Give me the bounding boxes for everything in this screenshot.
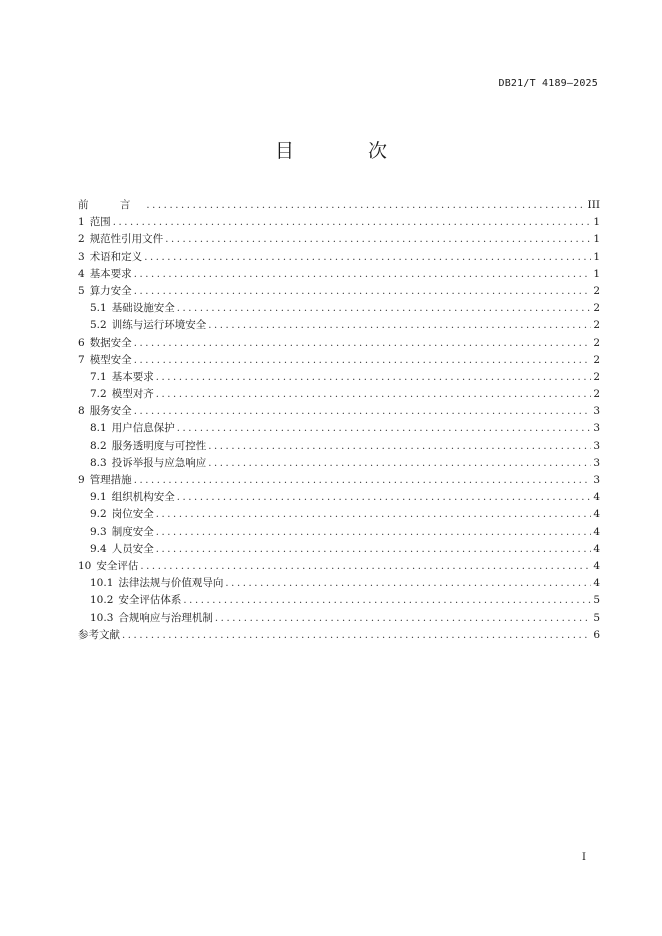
- toc-entry-text: 组织机构安全: [111, 491, 175, 504]
- toc-entry-number: 9.2: [90, 508, 107, 521]
- toc-entry-label: [78, 627, 120, 644]
- toc-entry[interactable]: [78, 335, 600, 352]
- toc-entry-number: 9: [78, 474, 85, 486]
- toc-entry-text: 合规响应与治理机制: [118, 611, 213, 624]
- toc-entry-number: 9.1: [90, 491, 107, 504]
- toc-entry-page: 4: [593, 525, 600, 538]
- toc-entry-text: 制度安全: [111, 525, 154, 538]
- toc-dot-leader: [146, 197, 585, 214]
- toc-entry-page: 3: [593, 456, 600, 469]
- toc-entry-text: 基本要求: [111, 370, 154, 383]
- toc-entry[interactable]: [78, 438, 600, 455]
- toc-entry[interactable]: [78, 197, 600, 214]
- toc-entry-page: 3: [593, 474, 600, 486]
- toc-entry-page: 1: [593, 267, 600, 280]
- toc-dot-leader: [156, 541, 592, 558]
- toc-entry-number: 1: [78, 216, 85, 229]
- toc-entry-text: 基础设施安全: [111, 302, 175, 315]
- toc-entry[interactable]: [78, 610, 600, 627]
- toc-entry-page: 4: [593, 577, 600, 590]
- toc-entry-label: [90, 489, 175, 506]
- toc-entry-number: 9.3: [90, 525, 107, 538]
- toc-entry-text: 服务安全: [89, 405, 132, 418]
- toc-dot-leader: [156, 506, 592, 523]
- toc-entry-page: 2: [593, 353, 600, 366]
- toc-entry-label: [78, 558, 138, 575]
- toc-entry-label: [90, 506, 154, 523]
- page-title: 目 次: [274, 140, 422, 162]
- toc-entry-label: [78, 266, 132, 283]
- toc-entry-page: 3: [593, 405, 600, 418]
- toc-entry[interactable]: [78, 524, 600, 541]
- toc-entry[interactable]: [78, 214, 600, 231]
- toc-entry-text: 数据安全: [89, 336, 132, 349]
- toc-entry[interactable]: [78, 317, 600, 334]
- toc-entry[interactable]: [78, 352, 600, 369]
- toc-entry-page: 2: [593, 302, 600, 315]
- toc-entry-label: [90, 438, 206, 455]
- toc-dot-leader: [208, 438, 591, 455]
- toc-dot-leader: [144, 249, 591, 266]
- toc-entry-label: [90, 455, 206, 472]
- toc-entry-label: [90, 541, 154, 558]
- toc-entry-number: 10.3: [90, 611, 114, 624]
- toc-entry-page: 2: [593, 319, 600, 332]
- toc-entry[interactable]: [78, 489, 600, 506]
- toc-dot-leader: [177, 300, 592, 317]
- toc-entry-number: 2: [78, 233, 85, 246]
- toc-entry-number: 9.4: [90, 542, 107, 555]
- toc-dot-leader: [183, 592, 591, 609]
- toc-entry-number: 10: [78, 559, 92, 572]
- toc-entry[interactable]: [78, 506, 600, 523]
- toc-entry-number: 7.1: [90, 370, 107, 383]
- toc-entry-text: 管理措施: [89, 474, 132, 486]
- toc-entry-page: 1: [593, 216, 600, 229]
- toc-entry-label: [78, 214, 111, 231]
- toc-entry-label: [78, 197, 144, 214]
- toc-dot-leader: [134, 352, 592, 369]
- toc-dot-leader: [225, 575, 591, 592]
- toc-entry-label: [78, 472, 132, 489]
- toc-entry[interactable]: [78, 249, 600, 266]
- toc-dot-leader: [134, 335, 592, 352]
- toc-entry-number: 8.3: [90, 456, 107, 469]
- toc-entry-text: 基本要求: [89, 267, 132, 280]
- toc-entry-label: [90, 300, 175, 317]
- toc-entry-page: 3: [593, 439, 600, 452]
- toc-dot-leader: [156, 369, 592, 386]
- toc-dot-leader: [122, 627, 591, 644]
- toc-entry-label: [90, 575, 223, 592]
- toc-dot-leader: [113, 214, 592, 231]
- toc-entry-text: 岗位安全: [111, 508, 154, 521]
- toc-entry[interactable]: [78, 266, 600, 283]
- toc-entry-label: [90, 317, 206, 334]
- toc-entry-label: [78, 283, 132, 300]
- toc-entry-number: 5.2: [90, 319, 107, 332]
- toc-entry-page: 2: [593, 370, 600, 383]
- toc-dot-leader: [140, 558, 591, 575]
- toc-entry-number: 5.1: [90, 302, 107, 315]
- toc-dot-leader: [208, 317, 591, 334]
- toc-entry-page: 1: [593, 250, 600, 263]
- toc-entry-page: 4: [593, 559, 600, 572]
- toc-entry-label: [78, 403, 132, 420]
- toc-entry-text: 投诉举报与应急响应: [111, 456, 207, 469]
- toc-entry-number: 8.1: [90, 422, 107, 435]
- toc-entry-label: [78, 335, 132, 352]
- toc-entry-label: [78, 249, 142, 266]
- toc-entry-page: 5: [593, 594, 600, 607]
- toc-entry[interactable]: [78, 386, 600, 403]
- toc-entry-label: [90, 592, 181, 609]
- toc-entry[interactable]: [78, 403, 600, 420]
- toc-entry-text: 前 言: [78, 199, 145, 211]
- toc-entry[interactable]: [78, 455, 600, 472]
- toc-dot-leader: [208, 455, 591, 472]
- toc-entry[interactable]: [78, 592, 600, 609]
- toc-entry-number: 10.2: [90, 594, 114, 607]
- toc-entry-text: 人员安全: [111, 542, 154, 555]
- toc-entry[interactable]: [78, 627, 600, 644]
- toc-entry-label: [78, 231, 163, 248]
- toc-entry-number: 4: [78, 267, 85, 280]
- toc-entry[interactable]: [78, 369, 600, 386]
- toc-entry-text: 算力安全: [89, 284, 132, 297]
- toc-dot-leader: [177, 489, 592, 506]
- toc-entry-page: 1: [593, 233, 600, 246]
- toc-entry-text: 服务透明度与可控性: [111, 439, 207, 452]
- toc-entry[interactable]: [78, 231, 600, 248]
- toc-entry-label: [78, 352, 132, 369]
- toc-entry-text: 用户信息保护: [111, 422, 175, 435]
- toc-entry-text: 范围: [89, 216, 111, 229]
- toc-entry-number: 8.2: [90, 439, 107, 452]
- toc-entry-page: 3: [593, 422, 600, 435]
- toc-entry-text: 参考文献: [78, 628, 120, 641]
- toc-entry-label: [90, 524, 154, 541]
- toc-entry-text: 安全评估: [96, 559, 139, 572]
- toc-dot-leader: [134, 266, 592, 283]
- toc-entry-number: 5: [78, 284, 85, 297]
- toc-entry-label: [90, 610, 213, 627]
- toc-entry-number: 7: [78, 353, 85, 366]
- toc-entry-text: 法律法规与价值观导向: [118, 577, 224, 590]
- toc-entry-text: 规范性引用文件: [89, 233, 164, 246]
- toc-entry-page: 6: [593, 628, 600, 641]
- toc-entry[interactable]: [78, 541, 600, 558]
- toc-entry-page: 5: [593, 611, 600, 624]
- toc-entry-page: 2: [593, 388, 600, 401]
- toc-entry[interactable]: [78, 300, 600, 317]
- toc-dot-leader: [165, 231, 591, 248]
- toc-entry-text: 模型对齐: [111, 388, 154, 401]
- toc-dot-leader: [177, 420, 592, 437]
- toc-entry[interactable]: [78, 558, 600, 575]
- toc-entry-number: 6: [78, 336, 85, 349]
- toc-dot-leader: [156, 524, 592, 541]
- toc-entry-label: [90, 369, 154, 386]
- toc-entry-page: 4: [593, 542, 600, 555]
- toc-entry-label: [90, 420, 175, 437]
- toc-entry-page: III: [587, 199, 600, 211]
- toc-dot-leader: [134, 283, 592, 300]
- toc-entry[interactable]: [78, 420, 600, 437]
- toc-entry-text: 模型安全: [89, 353, 132, 366]
- toc-entry-page: 2: [593, 284, 600, 297]
- toc-entry-number: 3: [78, 250, 85, 263]
- toc-entry-number: 10.1: [90, 577, 114, 590]
- toc-entry-page: 4: [593, 508, 600, 521]
- toc-dot-leader: [134, 403, 592, 420]
- table-of-contents: [78, 197, 600, 644]
- toc-entry-page: 4: [593, 491, 600, 504]
- toc-entry-text: 安全评估体系: [118, 594, 182, 607]
- toc-dot-leader: [156, 386, 592, 403]
- toc-entry-label: [90, 386, 154, 403]
- toc-dot-leader: [134, 472, 592, 489]
- toc-entry-number: 7.2: [90, 388, 107, 401]
- toc-entry[interactable]: [78, 575, 600, 592]
- toc-entry[interactable]: [78, 472, 600, 489]
- toc-entry-text: 术语和定义: [89, 250, 143, 263]
- toc-dot-leader: [215, 610, 591, 627]
- toc-entry[interactable]: [78, 283, 600, 300]
- document-code: DB21/T 4189—2025: [498, 78, 598, 89]
- toc-entry-page: 2: [593, 336, 600, 349]
- page-number: I: [582, 852, 586, 863]
- toc-entry-text: 训练与运行环境安全: [111, 319, 207, 332]
- toc-entry-number: 8: [78, 405, 85, 418]
